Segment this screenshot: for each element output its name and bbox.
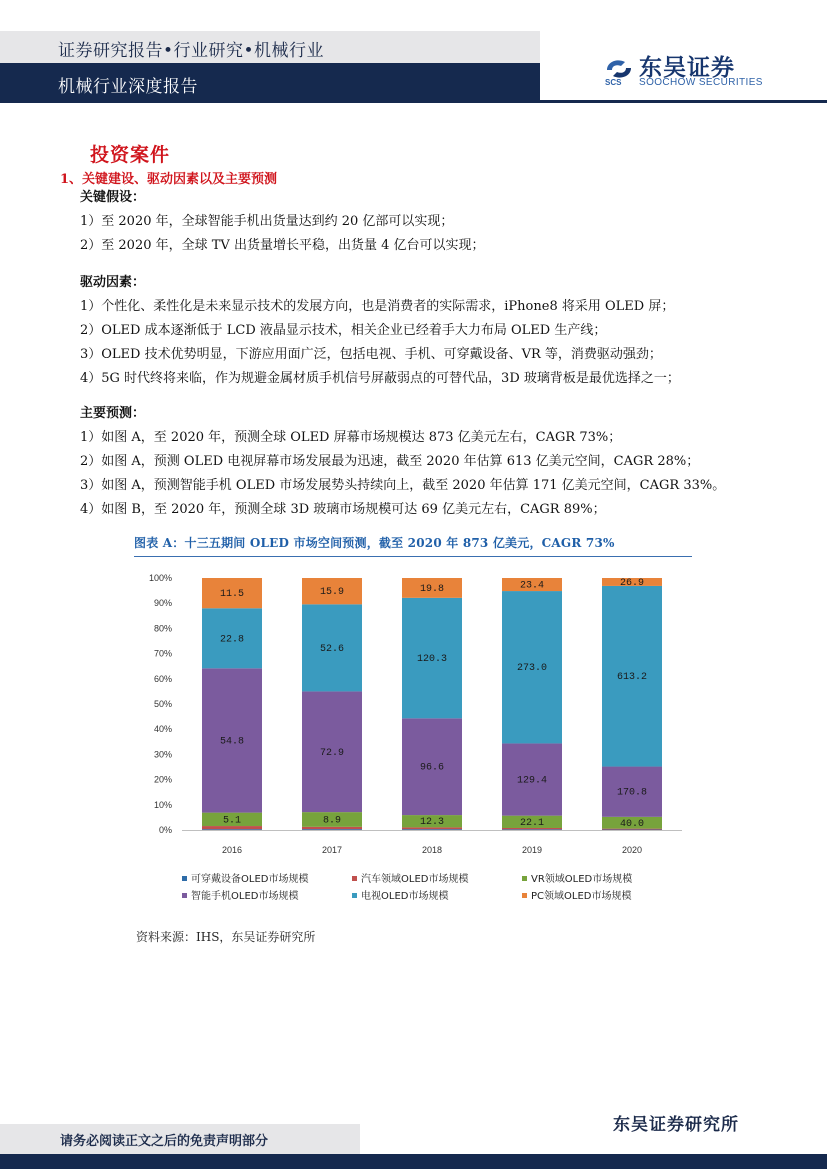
forecast-item: 3）如图 A，预测智能手机 OLED 市场发展势头持续向上，截至 2020 年估算 171 亿美元空间，CAGR 33%。 bbox=[80, 478, 726, 493]
driver-item: 1）个性化、柔性化是未来显示技术的发展方向，也是消费者的实际需求，iPhone8 将采用 OLED 屏； bbox=[80, 299, 675, 314]
data-label: 22.8 bbox=[219, 634, 245, 646]
data-label: 273.0 bbox=[516, 663, 548, 675]
bar-segment bbox=[302, 827, 362, 829]
company-logo bbox=[603, 52, 773, 92]
y-tick-label: 80% bbox=[153, 623, 172, 634]
data-label: 613.2 bbox=[616, 672, 648, 684]
x-tick-label: 2020 bbox=[621, 845, 643, 855]
legend-swatch bbox=[522, 893, 527, 898]
data-label: 5.1 bbox=[222, 815, 242, 827]
data-label: 22.1 bbox=[519, 817, 545, 829]
y-tick-label: 10% bbox=[153, 799, 172, 810]
section-label: 关键建设、驱动因素以及主要预测 bbox=[82, 172, 278, 187]
legend-label: 电视OLED市场规模 bbox=[361, 891, 449, 902]
legend-label: 汽车领域OLED市场规模 bbox=[361, 874, 469, 885]
logo-name-en: SOOCHOW SECURITIES bbox=[639, 77, 763, 88]
driver-item: 3）OLED 技术优势明显，下游应用面广泛，包括电视、手机、可穿戴设备、VR 等，消费驱动强劲； bbox=[80, 347, 662, 362]
drivers-block bbox=[80, 271, 680, 391]
y-tick-label: 20% bbox=[153, 774, 172, 785]
data-label: 23.4 bbox=[519, 580, 545, 592]
data-label: 129.4 bbox=[516, 775, 548, 787]
logo-mark-text: SCS bbox=[605, 78, 622, 87]
data-label: 72.9 bbox=[319, 747, 345, 759]
figure-title-rule bbox=[134, 556, 692, 557]
data-label: 40.0 bbox=[619, 818, 645, 830]
y-tick-label: 70% bbox=[153, 648, 172, 659]
report-category: 证券研究报告•行业研究•机械行业 bbox=[58, 41, 325, 61]
page-title: 投资案件 bbox=[90, 144, 171, 166]
x-tick-label: 2019 bbox=[521, 845, 543, 855]
y-tick-label: 90% bbox=[153, 598, 172, 609]
legend-swatch bbox=[182, 893, 187, 898]
y-tick-label: 40% bbox=[153, 724, 172, 735]
x-tick-label: 2017 bbox=[321, 845, 343, 855]
data-label: 19.8 bbox=[419, 583, 445, 595]
bar-segment bbox=[202, 826, 262, 829]
drivers-heading: 驱动因素： bbox=[80, 275, 146, 290]
bar-segment bbox=[402, 829, 462, 830]
forecasts-block bbox=[80, 402, 725, 522]
legend-label: 智能手机OLED市场规模 bbox=[191, 891, 299, 902]
data-label: 170.8 bbox=[616, 787, 648, 799]
assumption-item: 2）至 2020 年，全球 TV 出货量增长平稳，出货量 4 亿台可以实现； bbox=[80, 238, 485, 253]
data-label: 120.3 bbox=[416, 654, 448, 666]
forecast-item: 4）如图 B，至 2020 年，预测全球 3D 玻璃市场规模可达 69 亿美元左右，CAGR 89%； bbox=[80, 502, 606, 517]
forecasts-heading: 主要预测： bbox=[80, 406, 146, 421]
y-tick-label: 0% bbox=[158, 825, 172, 835]
figure-source: 资料来源：IHS，东吴证券研究所 bbox=[136, 930, 316, 944]
footer-disclaimer: 请务必阅读正文之后的免责声明部分 bbox=[60, 1134, 269, 1149]
x-tick-label: 2016 bbox=[221, 845, 243, 855]
bar-segment bbox=[202, 829, 262, 830]
data-label: 96.6 bbox=[419, 762, 445, 774]
driver-item: 2）OLED 成本逐渐低于 LCD 液晶显示技术，相关企业已经着手大力布局 OLED 生产线； bbox=[80, 323, 607, 338]
y-tick-label: 60% bbox=[153, 673, 172, 684]
y-tick-label: 30% bbox=[153, 749, 172, 760]
header-rule bbox=[540, 100, 827, 103]
report-type: 机械行业深度报告 bbox=[58, 77, 198, 97]
assumption-item: 1）至 2020 年，全球智能手机出货量达到约 20 亿部可以实现； bbox=[80, 214, 454, 229]
driver-item: 4）5G 时代终将来临，作为规避金属材质手机信号屏蔽弱点的可替代品，3D 玻璃背板是最优选择之一； bbox=[80, 371, 680, 386]
legend-label: VR领域OLED市场规模 bbox=[531, 874, 633, 885]
logo-name-cn: 东吴证券 bbox=[639, 55, 735, 81]
data-label: 52.6 bbox=[319, 643, 345, 655]
footer-organization: 东吴证券研究所 bbox=[613, 1115, 739, 1135]
bar-segment bbox=[502, 829, 562, 830]
assumptions-block bbox=[80, 186, 484, 258]
legend-swatch bbox=[522, 876, 527, 881]
data-label: 26.9 bbox=[619, 577, 645, 589]
forecast-item: 1）如图 A，至 2020 年，预测全球 OLED 屏幕市场规模达 873 亿美元左右，CAGR 73%； bbox=[80, 430, 622, 445]
section-number: 1、 bbox=[60, 172, 83, 187]
figure-title: 图表 A：十三五期间 OLED 市场空间预测，截至 2020 年 873 亿美元，CAGR 73% bbox=[134, 536, 615, 550]
legend-swatch bbox=[352, 893, 357, 898]
data-label: 15.9 bbox=[319, 587, 345, 599]
data-label: 12.3 bbox=[419, 817, 445, 829]
footer-band-dark bbox=[0, 1154, 827, 1169]
assumptions-heading: 关键假设： bbox=[80, 190, 146, 205]
legend-swatch bbox=[352, 876, 357, 881]
legend-swatch bbox=[182, 876, 187, 881]
data-label: 11.5 bbox=[219, 589, 245, 601]
legend-label: PC领域OLED市场规模 bbox=[531, 891, 632, 902]
y-tick-label: 100% bbox=[148, 573, 172, 583]
x-tick-label: 2018 bbox=[421, 845, 443, 855]
stacked-bar-chart bbox=[134, 560, 694, 915]
legend-label: 可穿戴设备OLED市场规模 bbox=[191, 874, 309, 885]
y-tick-label: 50% bbox=[153, 699, 172, 709]
bar-segment bbox=[302, 829, 362, 830]
forecast-item: 2）如图 A，预测 OLED 电视屏幕市场发展最为迅速，截至 2020 年估算 613 亿美元空间，CAGR 28%； bbox=[80, 454, 700, 469]
data-label: 8.9 bbox=[322, 815, 342, 827]
data-label: 54.8 bbox=[219, 736, 245, 748]
section-heading bbox=[60, 168, 277, 187]
